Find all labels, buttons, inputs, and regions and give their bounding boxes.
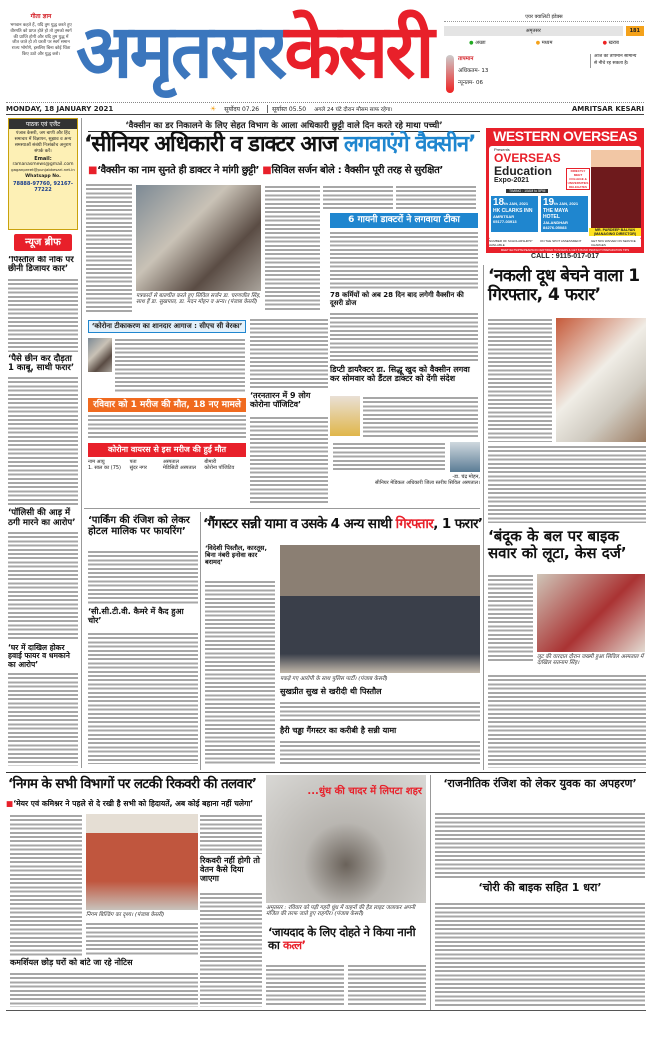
- sho-photo: [88, 338, 112, 372]
- brief-4: ‘घर में दाखिल होकर हवाई फायर व धमकाने का आरोप’: [8, 643, 70, 669]
- brief-3: ‘पॉलिसी की आड़ में ठगी मारने का आरोप’: [8, 508, 76, 528]
- brief-2: ‘पैसे छीन कर दौड़ता 1 काबू, साथी फरार’: [8, 353, 75, 374]
- reader-box: [8, 118, 78, 230]
- sunset: सूर्यास्त 05.50: [267, 105, 306, 113]
- pistol-source-subhead: सुखप्रीत सुख से खरीदी थी पिस्तौल: [280, 687, 382, 696]
- ad-title: Presents OVERSEAS Education Expo-2021: [494, 147, 561, 185]
- kidnap-headline: ‘राजनीतिक रंजिश को लेकर युवक का अपहरण’: [443, 777, 637, 790]
- logo: [76, 2, 438, 102]
- brief-list: [8, 256, 78, 766]
- forecast: अगले 24 घंटे दौरान मौसम साफ रहेगा।: [314, 106, 393, 113]
- bike-photo: [537, 574, 645, 652]
- aqi-poor: ● खराब: [602, 40, 619, 46]
- gangster-headline: ‘गैंगस्टर सन्नी यामा व उसके 4 अन्य साथी गिरफ्तार, 1 फरार’: [203, 516, 483, 532]
- brief-1: ‘पिस्तौल की नोक पर छीनी डिजायर कार’: [8, 256, 74, 275]
- bike-caption: लूट की वारदात दौरान जख्मी हुआ सिविल अस्पताल में दाखिल सतनाम सिंह।: [537, 654, 644, 667]
- aqi-title: एयर क्वालिटी इंडेक्स: [444, 14, 644, 22]
- sunrise: सूर्योदय 07.26: [224, 105, 260, 113]
- paper-name: AMRITSAR KESARI: [571, 104, 644, 113]
- thought-box: [10, 12, 72, 82]
- logo-amritsar: अमृतसर: [76, 9, 285, 95]
- thermometer-icon: [446, 55, 454, 93]
- lead-photo-caption: पत्रकारों से बातचीत करते हुए सिविल सर्जन डा. चरणजीत सिंह, साथ हैं डा. सुखपाल, डा. मदन मोहन व अन्य। (पंजाब केसरी): [136, 293, 261, 306]
- temperature-box: [444, 52, 644, 98]
- nigam-building-photo: [86, 814, 198, 910]
- temp-max: अधिकतम- 13: [458, 68, 489, 74]
- reader-title: पाठक एवं एजैंट: [9, 119, 77, 129]
- thought-title: गीता ज्ञान: [30, 13, 52, 20]
- sun-icon: ☀: [210, 104, 217, 113]
- aqi-moderate: ● मध्यम: [535, 40, 553, 46]
- ad-person-photo: [591, 150, 641, 228]
- doctor-signature: -डा. चंद्र मोहन, सीनियर मेडिकल अधिकारी जिला स्तरीय सिविल अस्पताल।: [375, 474, 480, 486]
- lead-subheads: ■‘वैक्सीन का नाम सुनते ही डाक्टर ने मांगी छुट्टी’ ■सिविल सर्जन बोले : वैक्सीन पूरी तरह से सुरक्षित’: [88, 165, 443, 176]
- western-overseas-ad[interactable]: WESTERN OVERSEAS Presents OVERSEAS Education Expo-2021 DIRECTLY MEET COLLEGE & UNIVERSITIES DELEGATES TIMING : 10AM to 5PM 18th JAN, 2021 HK CLARKS INN AMRITSAR 05177-03913 19th JAN, 2021 THE MAYA HOTEL JALANDHAR 84276-05083 MR. PARDEEP BALYAN (MANAGING DIRECTOR) NUMBER OF SCHOLARSHIPS* AVAILABLE ON THE SPOT ASSESSMENT GET 50% WAIVER ON SERVICE CHARGES MEET IELTS/PTE/PEARSON CERTIFIED TRAINERS & GET 8 BAND PERFECT PREPARATION TIPS CALL : 9115-017-017: [486, 128, 644, 263]
- bike-headline: ‘बंदूक के बल पर बाइक सवार को लूटा, केस दर्ज’: [488, 527, 627, 562]
- reader-text: पंजाब केसरी, जग बाणी और हिंद समाचार में विज्ञापन, सुझाव व अन्य समस्याओं संबंधी निःसंकोच अनुराग संपर्क करें।: [14, 131, 72, 154]
- nigam-caption: निगम बिल्डिंग का दृश्य। (पंजाब केसरी): [86, 912, 165, 918]
- theft-headline: ‘चोरी की बाइक सहित 1 धरा’: [478, 881, 602, 894]
- vaccination-box: ‘कोरोना टीकाकरण का शानदार आगाज : सीएच सी वेरका’: [88, 320, 246, 333]
- recovery-subhead: रिकवरी नहीं होगी तो वेतन कैसे दिया जाएगा: [200, 856, 260, 883]
- fog-caption: अमृतसर : रविवार को पड़ी गहरी धुंध में वाहनों की हैड लाइट जलाकर अपनी मंजिल की तरफ जाते हुए राहगीर। (पंजाब केसरी): [266, 905, 416, 918]
- cctv-headline: ‘सी.सी.टी.वी. कैमरे में कैद हुआ चोर’: [88, 607, 184, 625]
- gyni-box: 6 गायनी डाक्टरों ने लगवाया टीका: [330, 213, 478, 228]
- weather-note: आज का तापमान सामान्य से नीचे रह सकता है।: [590, 54, 640, 68]
- aqi-good: ● अच्छा: [469, 40, 486, 46]
- date: MONDAY, 18 JANUARY 2021: [6, 104, 114, 113]
- lead-kicker: ‘वैक्सीन का डर निकालने के लिए सेहत विभाग के आला अधिकारी छुट्टी वाले दिन करते रहे माथा पच्ची’: [88, 120, 480, 132]
- email-2[interactable]: gaganpreet@punjabkesari.net.in: [11, 167, 75, 173]
- tarn-taran-headline: ‘तरनतारन में 9 लोग कोरोना पॉजिटिव’: [250, 391, 311, 409]
- phones: 78888-97760, 92167-77222: [13, 181, 73, 194]
- corona-death-banner: कोरोना वायरस से इस मरीज की हुई मौत: [88, 443, 246, 457]
- thought-text: भगवान कहते हैं, यदि तुम युद्ध करते हुए वीरगति को प्राप्त होते हो तो तुमको स्वर्ग की प्राप्ति होगी और यदि तुम युद्ध में जीत जाते हो तो धरती पर स्वर्ग समान राज्य भोगोगे, इसलिए बिना कोई चिंता किए उठो और युद्ध करो।: [10, 23, 72, 57]
- ad-brand: WESTERN OVERSEAS: [493, 128, 637, 144]
- deaths-box: रविवार को 1 मरीज की मौत, 18 नए मामले: [88, 398, 246, 412]
- nigam-subhead: ■‘मेयर एवं कमिश्नर ने पहले से दे रखी है सभी को हिदायतें, अब कोई बहाना नहीं चलेगा’: [6, 799, 254, 808]
- fog-photo: [266, 775, 426, 903]
- temp-min: न्यूनतम- 06: [458, 80, 484, 86]
- news-brief-banner: न्यूज ब्रीफ: [14, 234, 72, 251]
- gangster-photo: [280, 545, 480, 673]
- sidhu-photo: [330, 396, 360, 436]
- pistol-subhead: ‘विदेशी पिस्तौल, कारतूस, बिना नंबरी इनोवा कार बरामद’: [205, 544, 267, 567]
- email-label: Email:: [34, 156, 52, 163]
- lead-headline: ‘सीनियर अधिकारी व डाक्टर आज लगवाएंगे वैक्सीन’: [84, 132, 476, 157]
- harry-subhead: हैरी चड्ढा गैंगस्टर का करीबी है सन्नी यामा: [280, 726, 397, 735]
- milk-headline: ‘नकली दूध बेचने वाला 1 गिरफ्तार, 4 फरार’: [488, 266, 640, 305]
- milk-photo: [556, 318, 646, 442]
- fog-title: ...धुंध की चादर में लिपटा शहर: [307, 786, 422, 797]
- whatsapp-label: Whatsapp No.: [25, 174, 61, 180]
- dose-headline: 78 कर्मियों को अब 28 दिन बाद लगेगी वैक्सीन की दूसरी डोज: [330, 291, 464, 307]
- temp-title: तापमान: [458, 56, 474, 62]
- aqi-box: [444, 14, 644, 48]
- gangster-caption: पकड़े गए आरोपी के साथ पुलिस पार्टी। (पंजाब केसरी): [280, 676, 388, 682]
- notice-subhead: कमर्शियल छोड़ घरों को बांटे जा रहे नोटिस: [10, 958, 133, 967]
- death-table: नाम आयु पता अस्पताल बीमारी 1. साल का (75) सुंदर नगर मेडिसिटी अस्पताल कोरोना पॉजिटिव: [88, 459, 235, 471]
- email-1[interactable]: ramanasmews@gmail.com: [12, 162, 74, 168]
- nigam-headline: ‘निगम के सभी विभागों पर लटकी रिकवरी की तलवार’: [8, 776, 257, 792]
- sidhu-headline: डिप्टी डायरैक्टर डा. सिद्धू खुद को वैक्सीन लगवा कर सोमवार को डैंटल डाक्टर को देंगी संदेश: [330, 365, 470, 383]
- doctor-photo: [450, 442, 480, 472]
- aqi-value: 181: [626, 26, 644, 36]
- murder-headline: ‘जायदाद के लिए दोहते ने किया नानी का कत्ल’: [268, 925, 416, 952]
- lead-photo: [136, 185, 261, 291]
- logo-kesari: केसरी: [284, 9, 432, 95]
- parking-headline: ‘पार्किंग की रंजिश को लेकर होटल मालिक पर फायरिंग’: [88, 515, 190, 537]
- date-bar: [6, 102, 644, 115]
- aqi-city: अमृतसर: [444, 26, 623, 36]
